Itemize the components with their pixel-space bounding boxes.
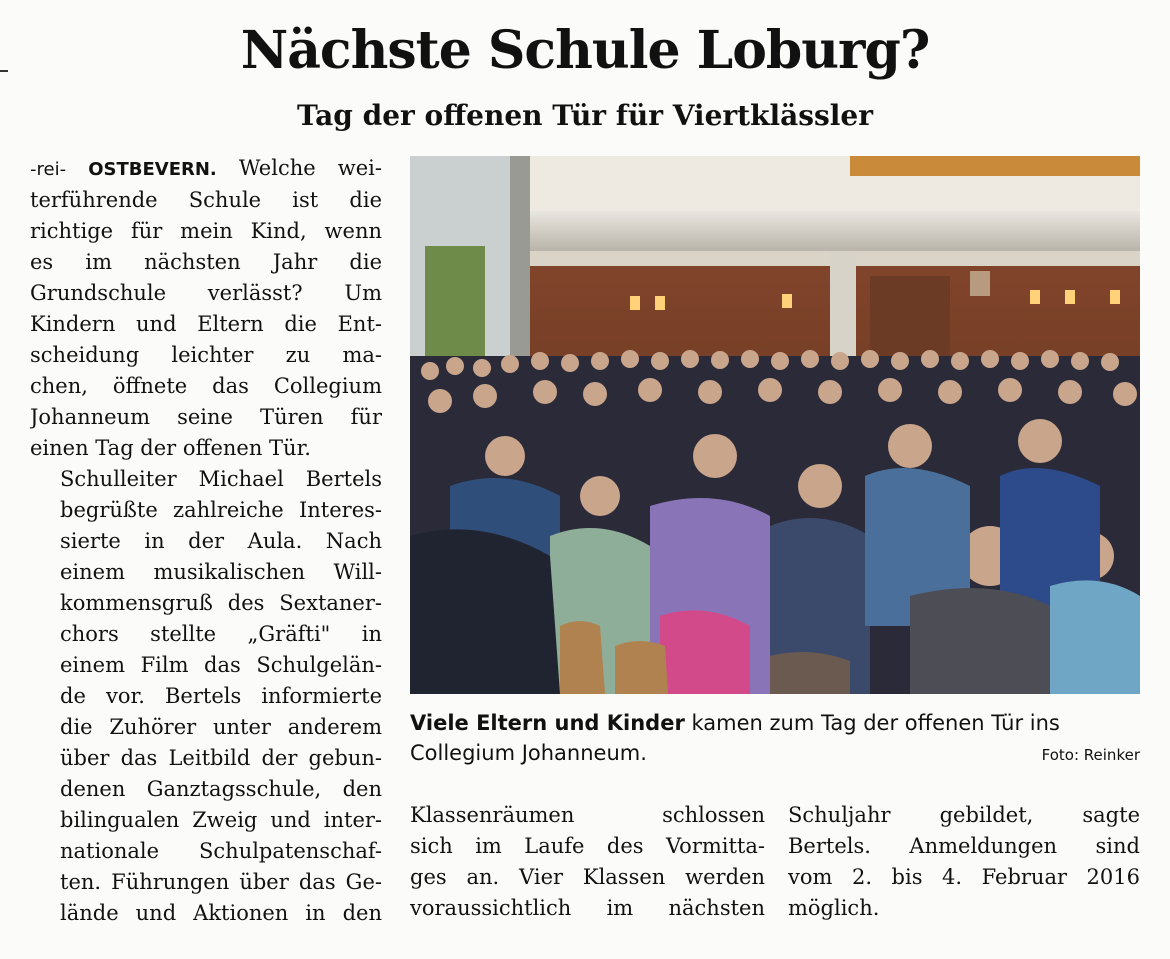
article-column-1 — [30, 153, 382, 929]
text-line: einem Film das Schulgelän- — [60, 653, 382, 677]
text-line: kommensgruß des Sextaner- — [60, 591, 382, 615]
headline: Nächste Schule Loburg? — [240, 20, 930, 81]
text-line: einen Tag der offenen Tür. — [30, 436, 311, 460]
text-line: voraussichtlich im nächsten — [410, 896, 765, 920]
paragraph-1 — [30, 153, 382, 464]
text-line: Klassenräumen schlossen — [410, 803, 765, 827]
text-line: sich im Laufe des Vormitta- — [410, 834, 765, 858]
text-line: möglich. — [788, 896, 880, 920]
text-line: Bertels. Anmeldungen sind — [788, 834, 1140, 858]
text-line: es im nächsten Jahr die — [30, 250, 382, 274]
text-line: scheidung leichter zu ma- — [30, 343, 382, 367]
text-line: nationale Schulpatenschaf- — [60, 839, 382, 863]
text-line: sierte in der Aula. Nach — [60, 529, 382, 553]
article-column-3 — [788, 800, 1140, 924]
paragraph-2 — [30, 464, 382, 929]
text-line: chors stellte „Gräfti" in — [60, 622, 382, 646]
photo-image — [410, 156, 1140, 694]
text-line: Grundschule verlässt? Um — [30, 281, 382, 305]
text-line: begrüßte zahlreiche Interes- — [60, 498, 382, 522]
subheadline: Tag der offenen Tür für Viertklässler — [297, 99, 873, 132]
text-line: bilingualen Zweig und inter- — [60, 808, 382, 832]
text-line: einem musikalischen Will- — [60, 560, 382, 584]
text-line: Johanneum seine Türen für — [30, 405, 382, 429]
lead-text: Welche wei- — [238, 156, 382, 180]
text-line: de vor. Bertels informierte — [60, 684, 382, 708]
text-line: ten. Führungen über das Ge- — [60, 870, 382, 894]
text-line: über das Leitbild der gebun- — [60, 746, 382, 770]
text-line: die Zuhörer unter anderem — [60, 715, 382, 739]
photo-credit: Foto: Reinker — [1041, 746, 1140, 764]
photo-caption — [410, 708, 1140, 768]
caption-text: kamen zum Tag der offenen Tür ins Collegium Johanneum. — [410, 711, 1060, 765]
text-line: terführende Schule ist die — [30, 188, 382, 212]
text-line: Schuljahr gebildet, sagte — [788, 803, 1140, 827]
author-tag: -rei- — [30, 159, 67, 180]
text-line: richtige für mein Kind, wenn — [30, 219, 382, 243]
text-line: denen Ganztagsschule, den — [60, 777, 382, 801]
article-column-2 — [410, 800, 765, 924]
text-line: Kindern und Eltern die Ent- — [30, 312, 382, 336]
text-line: Schulleiter Michael Bertels — [60, 467, 382, 491]
audience-photo — [410, 156, 1140, 694]
lead-line — [30, 153, 382, 185]
text-line: lände und Aktionen in den — [60, 901, 382, 925]
text-line: vom 2. bis 4. Februar 2016 — [788, 865, 1140, 889]
text-line: chen, öffnete das Collegium — [30, 374, 382, 398]
dateline: OSTBEVERN. — [88, 159, 217, 180]
caption-bold: Viele Eltern und Kinder — [410, 711, 685, 735]
text-line: ges an. Vier Klassen werden — [410, 865, 765, 889]
